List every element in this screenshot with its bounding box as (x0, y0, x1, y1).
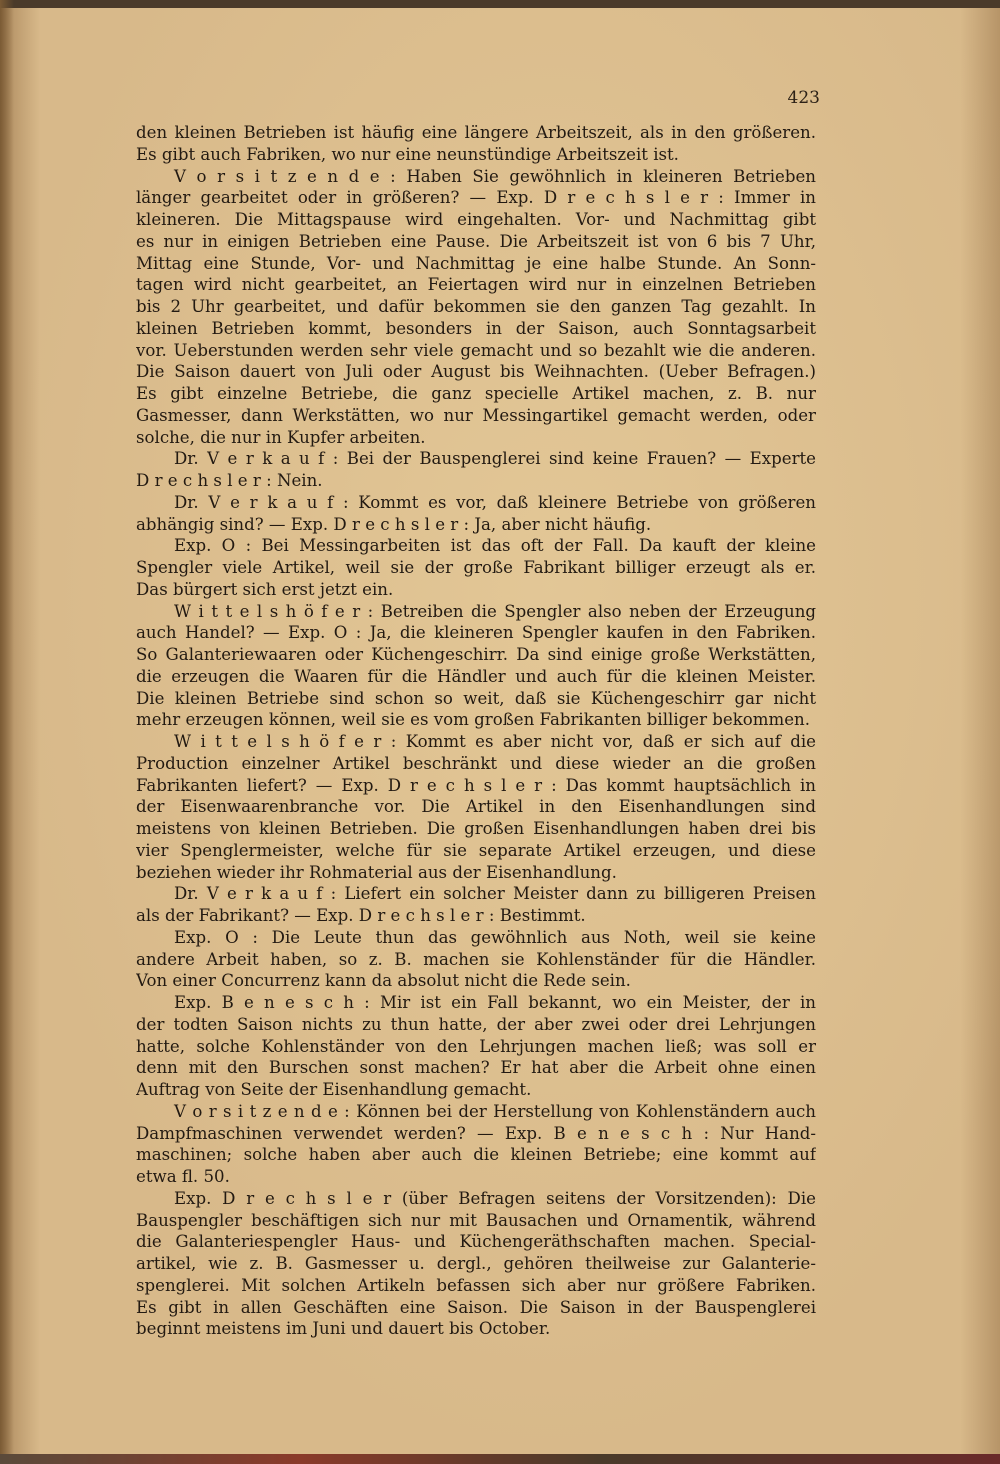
text-line: D r e c h s l e r : Nein. (136, 471, 323, 490)
text-line: mehr erzeugen können, weil sie es vom großen Fabrikanten billiger bekommen. (136, 710, 811, 730)
text-line: Die kleinen Betriebe sind schon so weit, daß sie Küchengeschirr gar nicht (136, 688, 816, 708)
text-line: Dampfmaschinen verwendet werden? — Exp. B e n e s c h : Nur Hand- (136, 1123, 816, 1143)
text-line: Exp. O : Die Leute thun das gewöhnlich aus Noth, weil sie keine (174, 927, 816, 947)
text-line: vier Spenglermeister, welche für sie separate Artikel erzeugen, und diese (136, 840, 816, 860)
text-line: Bauspengler beschäftigen sich nur mit Bausachen und Ornamentik, während (136, 1210, 816, 1230)
text-line: Production einzelner Artikel beschränkt und diese wieder an die großen (136, 753, 816, 773)
text-line: länger gearbeitet oder in größeren? — Exp. D r e c h s l e r : Immer in (136, 188, 816, 208)
text-line: andere Arbeit haben, so z. B. machen sie Kohlenständer für die Händler. (136, 949, 816, 969)
text-line: Dr. V e r k a u f : Bei der Bauspenglerei sind keine Frauen? — Experte (174, 449, 816, 469)
binding-shadow (0, 0, 14, 1464)
text-line: Gasmesser, dann Werkstätten, wo nur Messingartikel gemacht werden, oder (136, 405, 816, 425)
text-line: der Eisenwaarenbranche vor. Die Artikel in den Eisenhandlungen sind (136, 797, 816, 817)
body-text (136, 122, 816, 1340)
text-line: maschinen; solche haben aber auch die kleinen Betriebe; eine kommt auf (136, 1145, 816, 1165)
text-line: Spengler viele Artikel, weil sie der große Fabrikant billiger erzeugt als er. (136, 558, 816, 577)
text-line: kleinen Betrieben kommt, besonders in der Saison, auch Sonntagsarbeit (136, 318, 816, 338)
text-line: tagen wird nicht gearbeitet, an Feiertagen wird nur in einzelnen Betrieben (136, 275, 816, 295)
text-line: denn mit den Burschen sonst machen? Er hat aber die Arbeit ohne einen (136, 1058, 816, 1078)
text-line: Exp. B e n e s c h : Mir ist ein Fall bekannt, wo ein Meister, der in (174, 993, 816, 1012)
text-line: Dr. V e r k a u f : Kommt es vor, daß kleinere Betriebe von größeren (174, 492, 816, 512)
text-line: als der Fabrikant? — Exp. D r e c h s l e r : Bestimmt. (136, 906, 586, 925)
bottom-edge (0, 1454, 1000, 1464)
text-line: hatte, solche Kohlenständer von den Lehrjungen machen ließ; was soll er (136, 1036, 816, 1056)
text-line: So Galanteriewaaren oder Küchengeschirr. Da sind einige große Werkstätten, (136, 645, 816, 664)
text-line: abhängig sind? — Exp. D r e c h s l e r : Ja, aber nicht häufig. (136, 514, 652, 534)
text-line: Es gibt in allen Geschäften eine Saison. Die Saison in der Bauspenglerei (136, 1297, 816, 1317)
text-line: meistens von kleinen Betrieben. Die großen Eisenhandlungen haben drei bis (136, 819, 816, 838)
text-line: Die Saison dauert von Juli oder August bis Weihnachten. (Ueber Befragen.) (136, 362, 816, 382)
text-line: bis 2 Uhr gearbeitet, und dafür bekommen sie den ganzen Tag gezahlt. In (136, 297, 816, 316)
text-line: Es gibt einzelne Betriebe, die ganz specielle Artikel machen, z. B. nur (136, 384, 816, 403)
text-line: auch Handel? — Exp. O : Ja, die kleineren Spengler kaufen in den Fabriken. (136, 623, 816, 643)
top-edge (0, 0, 1000, 8)
text-line: Es gibt auch Fabriken, wo nur eine neunstündige Arbeitszeit ist. (136, 144, 679, 164)
text-line: beziehen wieder ihr Rohmaterial aus der Eisenhandlung. (136, 862, 617, 882)
text-line: beginnt meistens im Juni und dauert bis October. (136, 1319, 551, 1339)
text-line: Exp. O : Bei Messingarbeiten ist das oft der Fall. Da kauft der kleine (174, 536, 816, 556)
text-line: Mittag eine Stunde, Vor- und Nachmittag je eine halbe Stunde. An Sonn- (136, 253, 816, 273)
text-line: spenglerei. Mit solchen Artikeln befassen sich aber nur größere Fabriken. (136, 1275, 816, 1295)
text-line: W i t t e l s h ö f e r : Betreiben die Spengler also neben der Erzeugung (174, 601, 816, 621)
text-line: vor. Ueberstunden werden sehr viele gemacht und so bezahlt wie die anderen. (136, 340, 816, 360)
text-line: der todten Saison nichts zu thun hatte, der aber zwei oder drei Lehrjungen (136, 1014, 816, 1034)
text-line: W i t t e l s h ö f e r : Kommt es aber nicht vor, daß er sich auf die (174, 732, 816, 751)
text-line: Auftrag von Seite der Eisenhandlung gemacht. (136, 1080, 532, 1099)
text-line: es nur in einigen Betrieben eine Pause. Die Arbeitszeit ist von 6 bis 7 Uhr, (136, 231, 816, 251)
text-line: Fabrikanten liefert? — Exp. D r e c h s l e r : Das kommt hauptsächlich in (136, 775, 816, 795)
text-line: Das bürgert sich erst jetzt ein. (136, 579, 394, 599)
text-line: V o r s i t z e n d e : Haben Sie gewöhnlich in kleineren Betrieben (174, 166, 816, 186)
text-line: kleineren. Die Mittagspause wird eingehalten. Vor- und Nachmittag gibt (136, 210, 816, 229)
page-number: 423 (787, 88, 820, 108)
text-line: den kleinen Betrieben ist häufig eine längere Arbeitszeit, als in den größeren. (136, 123, 816, 142)
text-line: Dr. V e r k a u f : Liefert ein solcher Meister dann zu billigeren Preisen (174, 884, 816, 904)
text-line: etwa fl. 50. (136, 1167, 230, 1186)
text-line: solche, die nur in Kupfer arbeiten. (136, 427, 426, 447)
text-line: die erzeugen die Waaren für die Händler und auch für die kleinen Meister. (136, 666, 816, 686)
text-line: die Galanteriespengler Haus- und Küchengeräthschaften machen. Special- (136, 1232, 816, 1252)
text-line: Exp. D r e c h s l e r (über Befragen seitens der Vorsitzenden): Die (174, 1188, 816, 1208)
text-line: V o r s i t z e n d e : Können bei der Herstellung von Kohlenständern auch (174, 1101, 816, 1121)
text-line: artikel, wie z. B. Gasmesser u. dergl., gehören theilweise zur Galanterie- (136, 1254, 816, 1273)
text-line: Von einer Concurrenz kann da absolut nicht die Rede sein. (136, 971, 631, 991)
